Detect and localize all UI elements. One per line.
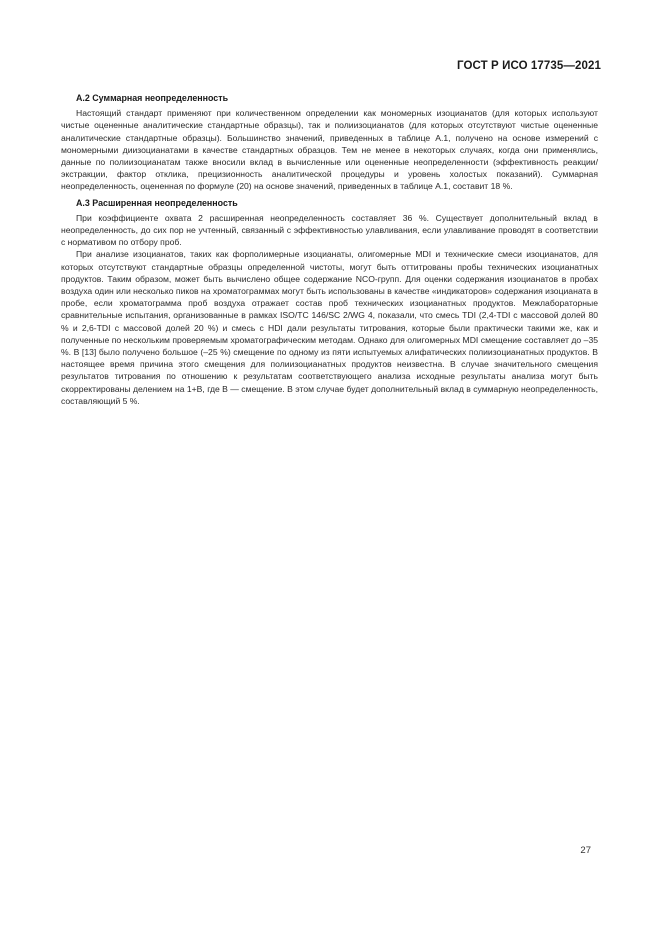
page-number: 27	[580, 845, 591, 856]
paragraph: Настоящий стандарт применяют при количественном определении как мономерных изоцианатов (для которых используют чистые оцененные аналитические стандартные образцы), так и полиизоцианатов (для которых отсутствуют чистые оцененные аналитические стандартные образцы). Большинство значений, приведенных в таблице А.1, получено на основе измерений с мономерными диизоцианатами в качестве стандартных образцов. Тем не менее в некоторых случаях, когда они применялись, данные по полиизоцианатам также вносили вклад в вычисленные или оцененные неопределенности (эффективность реакции/экстракции, фактор отклика, прецизионность аналитической процедуры и уровень холостых показаний). Суммарная неопределенность, оцененная по формуле (20) на основе значений, приведенных в таблице А.1, составит 18 %.	[61, 108, 598, 192]
section-a2	[61, 92, 598, 193]
document-body	[61, 92, 598, 411]
section-heading: А.3 Расширенная неопределенность	[76, 197, 238, 208]
section-a3	[61, 197, 598, 407]
paragraph: При анализе изоцианатов, таких как форполимерные изоцианаты, олигомерные MDI и технические смеси изоцианатов, для которых отсутствуют стандартные образцы определенной чистоты, могут быть оттитрованы пробы технических изоцианатных продуктов. Таким образом, может быть вычислено общее содержание NCO-групп. Для оценки содержания изоцианатов в пробах воздуха один или несколько пиков на хроматограммах могут быть использованы в качестве «индикаторов» содержания изоцианата в пробе, если хроматограмма проб воздуха отражает состав проб технических изоцианатных продуктов. Межлабораторные сравнительные испытания, организованные в рамках ISO/TC 146/SC 2/WG 4, показали, что смесь TDI (2,4-TDI с массовой долей 80 % и 2,6-TDI с массовой долей 20 %) и смесь с HDI дали результаты титрования, которые были практически такими же, как и полученные по нескольким проверяемым хроматографическим методам. Однако для олигомерных MDI смещение составляет до –35 %. В [13] было получено большое (–25 %) смещение по одному из пяти испытуемых алифатических полиизоцианатных продуктов. В настоящее время причина этого смещения для полиизоцианатных продуктов неизвестна. В случае значительного смещения результатов титрования по отношению к результатам соответствующего анализа исходные результаты анализа могут быть скорректированы делением на 1+B, где B — смещение. В этом случае будет дополнительный вклад в суммарную неопределенность, составляющий 5 %.	[61, 249, 598, 406]
document-header: ГОСТ Р ИСО 17735—2021	[456, 60, 601, 72]
paragraph: При коэффициенте охвата 2 расширенная неопределенность составляет 36 %. Существует дополнительный вклад в неопределенность, до сих пор не учтенный, связанный с эффективностью улавливания, если улавливание проводят в соответствии с нормативом по отбору проб.	[61, 212, 598, 248]
section-heading: А.2 Суммарная неопределенность	[76, 93, 229, 103]
